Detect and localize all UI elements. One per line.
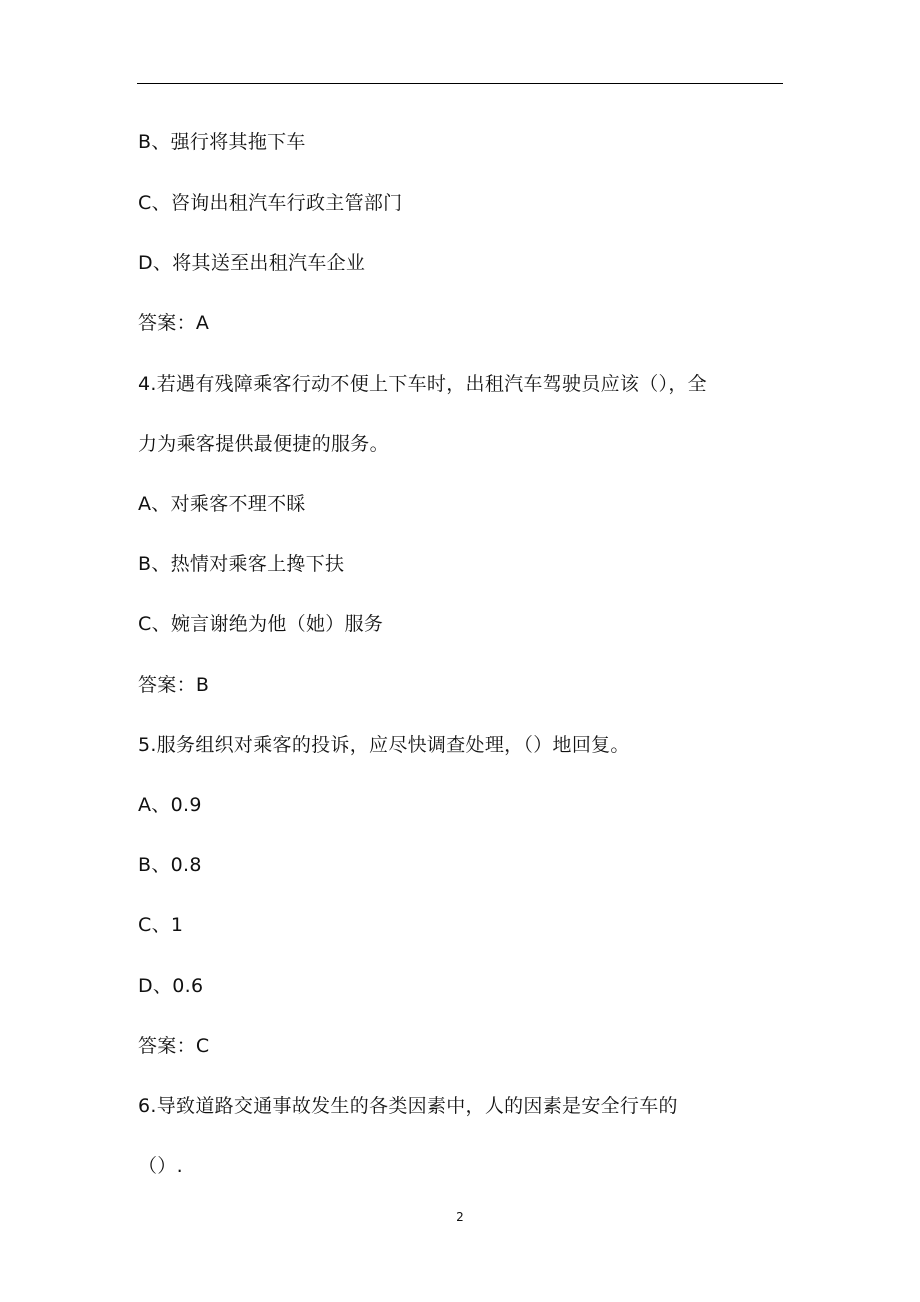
page-number: 2 bbox=[456, 1210, 464, 1224]
question-line: 力为乘客提供最便捷的服务。 bbox=[138, 433, 389, 455]
question-line: （）. bbox=[138, 1155, 183, 1177]
answer-line: 答案：A bbox=[138, 312, 210, 334]
option-line: C、1 bbox=[138, 914, 184, 936]
answer-line: 答案：B bbox=[138, 674, 210, 696]
question-line: 5.服务组织对乘客的投诉，应尽快调查处理，（）地回复。 bbox=[138, 734, 630, 756]
answer-line: 答案：C bbox=[138, 1035, 210, 1057]
question-line: 6.导致道路交通事故发生的各类因素中，人的因素是安全行车的 bbox=[138, 1095, 678, 1117]
option-line: C、婉言谢绝为他（她）服务 bbox=[138, 613, 384, 635]
option-line: A、0.9 bbox=[138, 794, 202, 816]
option-line: D、将其送至出租汽车企业 bbox=[138, 252, 366, 274]
option-line: A、对乘客不理不睬 bbox=[138, 493, 306, 515]
option-line: B、0.8 bbox=[138, 854, 202, 876]
option-line: D、0.6 bbox=[138, 975, 204, 997]
question-line: 4.若遇有残障乘客行动不便上下车时，出租汽车驾驶员应该（），全 bbox=[138, 373, 707, 395]
option-line: C、咨询出租汽车行政主管部门 bbox=[138, 192, 403, 214]
option-line: B、强行将其拖下车 bbox=[138, 131, 306, 153]
option-line: B、热情对乘客上搀下扶 bbox=[138, 553, 345, 575]
header-rule bbox=[137, 83, 783, 84]
